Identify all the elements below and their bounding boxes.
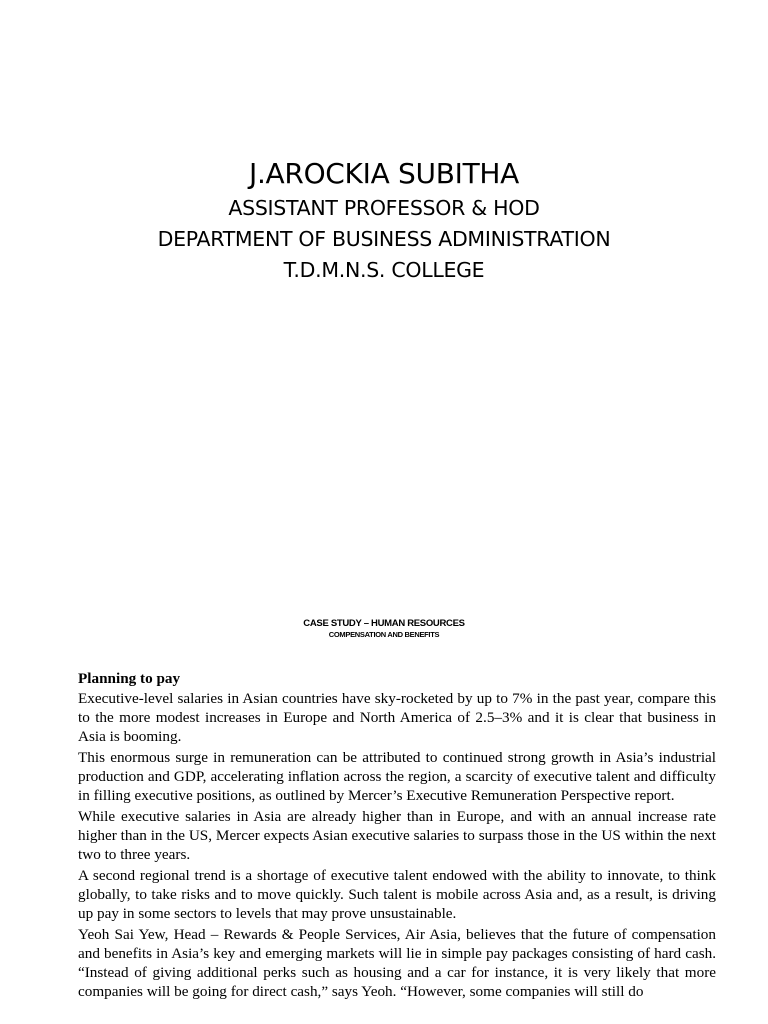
case-study-subtitle: COMPENSATION AND BENEFITS <box>328 630 440 639</box>
author-name: J.AROCKIA SUBITHA <box>249 157 519 190</box>
case-study-heading <box>0 618 768 640</box>
article-heading: Planning to pay <box>78 670 181 687</box>
college-name: T.D.M.N.S. COLLEGE <box>283 258 485 282</box>
paragraph-1: Executive-level salaries in Asian countries have sky-rocketed by up to 7% in the past year, compare this to the more modest increases in Europe and North America of 2.5–3% and it is clear that business in Asia is booming. <box>78 690 716 745</box>
article-body <box>78 668 716 1003</box>
paragraph-5: Yeoh Sai Yew, Head – Rewards & People Services, Air Asia, believes that the future of compensation and benefits in Asia’s key and emerging markets will lie in simple pay packages consisting of hard cash. “Instead of giving additional perks such as housing and a car for instance, it is very likely that more companies will be going for direct cash,” says Yeoh. “However, some companies will still do <box>78 926 716 1000</box>
paragraph-3: While executive salaries in Asia are already higher than in Europe, and with an annual increase rate higher than in the US, Mercer expects Asian executive salaries to surpass those in the US within the next two to three years. <box>78 808 716 863</box>
cover-title-block <box>0 155 768 286</box>
author-position: ASSISTANT PROFESSOR & HOD <box>228 196 540 220</box>
department-name: DEPARTMENT OF BUSINESS ADMINISTRATION <box>157 227 611 251</box>
case-study-title: CASE STUDY – HUMAN RESOURCES <box>303 618 465 629</box>
paragraph-4: A second regional trend is a shortage of executive talent endowed with the ability to innovate, to think globally, to take risks and to move quickly. Such talent is mobile across Asia and, as a result, is driving up pay in some sectors to levels that may prove unsustainable. <box>78 867 716 922</box>
paragraph-2: This enormous surge in remuneration can be attributed to continued strong growth in Asia’s industrial production and GDP, accelerating inflation across the region, a scarcity of executive talent and difficulty in filling executive positions, as outlined by Mercer’s Executive Remuneration Perspective report. <box>78 749 716 804</box>
